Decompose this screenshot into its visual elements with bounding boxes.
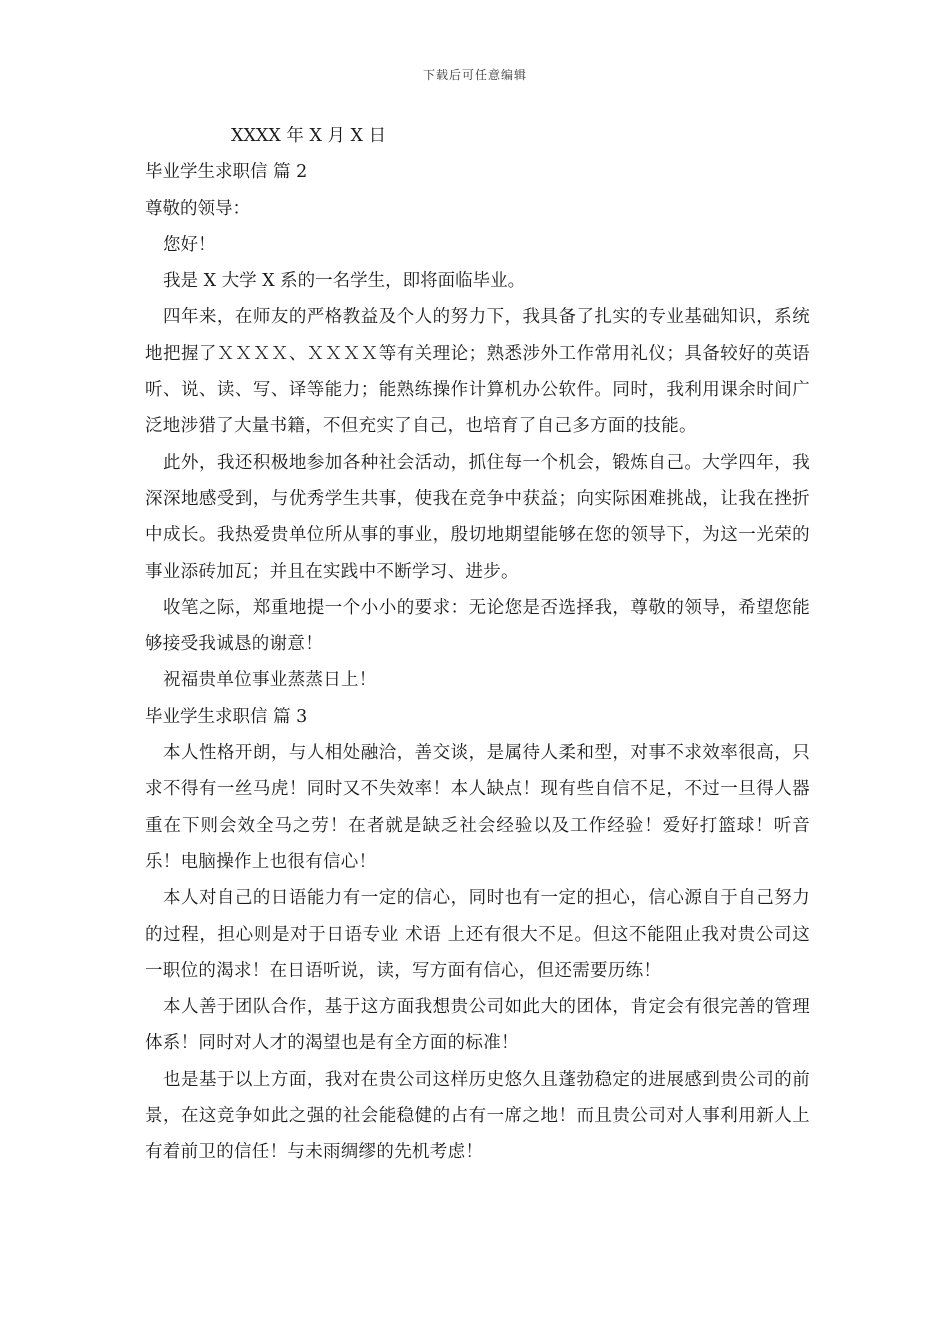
letter2-greeting: 您好！ [163, 234, 216, 255]
letter2-closing: 祝福贵单位事业蒸蒸日上！ [163, 670, 377, 691]
letter3-paragraph: 本人对自己的日语能力有一定的信心，同时也有一定的担心，信心源自于自己努力的过程，担心则是对于日语专业 术语 上还有很大不足。但这不能阻止我对贵公司这一职位的渴求！在日语听说，读，写方面有信心，但还需要历练！ [145, 888, 810, 981]
letter3-paragraph: 本人性格开朗，与人相处融洽，善交谈，是属待人柔和型，对事不求效率很高，只求不得有一丝马虎！同时又不失效率！本人缺点！现有些自信不足，不过一旦得人器重在下则会效全马之劳！在者就是缺乏社会经验以及工作经验！爱好打篮球！听音乐！电脑操作上也很有信心！ [145, 743, 810, 872]
letter2-salutation: 尊敬的领导： [145, 198, 250, 219]
letter2-heading: 毕业学生求职信 篇 2 [145, 162, 308, 183]
letter3-paragraph: 本人善于团队合作，基于这方面我想贵公司如此大的团体，肯定会有很完善的管理体系！同时对人才的渴望也是有全方面的标准！ [145, 997, 810, 1054]
letter3-paragraph: 也是基于以上方面，我对在贵公司这样历史悠久且蓬勃稳定的进展感到贵公司的前景，在这竞争如此之强的社会能稳健的占有一席之地！而且贵公司对人事利用新人上有着前卫的信任！与未雨绸缪的先机考虑！ [145, 1069, 810, 1163]
letter2-paragraph: 收笔之际，郑重地提一个小小的要求：无论您是否选择我，尊敬的领导，希望您能够接受我诚恳的谢意！ [145, 597, 810, 655]
date-line: XXXX 年 X 月 X 日 [231, 126, 387, 146]
letter3-heading: 毕业学生求职信 篇 3 [145, 706, 308, 727]
letter2-paragraph: 此外，我还积极地参加各种社会活动，抓住每一个机会，锻炼自己。大学四年，我深深地感受到，与优秀学生共事，使我在竞争中获益；向实际困难挑战，让我在挫折中成长。我热爱贵单位所从事的事业，殷切地期望能够在您的领导下，为这一光荣的事业添砖加瓦；并且在实践中不断学习、进步。 [145, 452, 810, 582]
letter2-intro: 我是 X 大学 X 系的一名学生，即将面临毕业。 [163, 271, 526, 292]
letter2-paragraph: 四年来，在师友的严格教益及个人的努力下，我具备了扎实的专业基础知识，系统地把握了ＸＸＸＸ、ＸＸＸＸ等有关理论；熟悉涉外工作常用礼仪；具备较好的英语听、说、读、写、译等能力；能熟练操作计算机办公软件。同时，我利用课余时间广泛地涉猎了大量书籍，不但充实了自己，也培育了自己多方面的技能。 [145, 307, 810, 437]
page-header-note: 下载后可任意编辑 [422, 68, 527, 82]
document-body [145, 118, 810, 1171]
